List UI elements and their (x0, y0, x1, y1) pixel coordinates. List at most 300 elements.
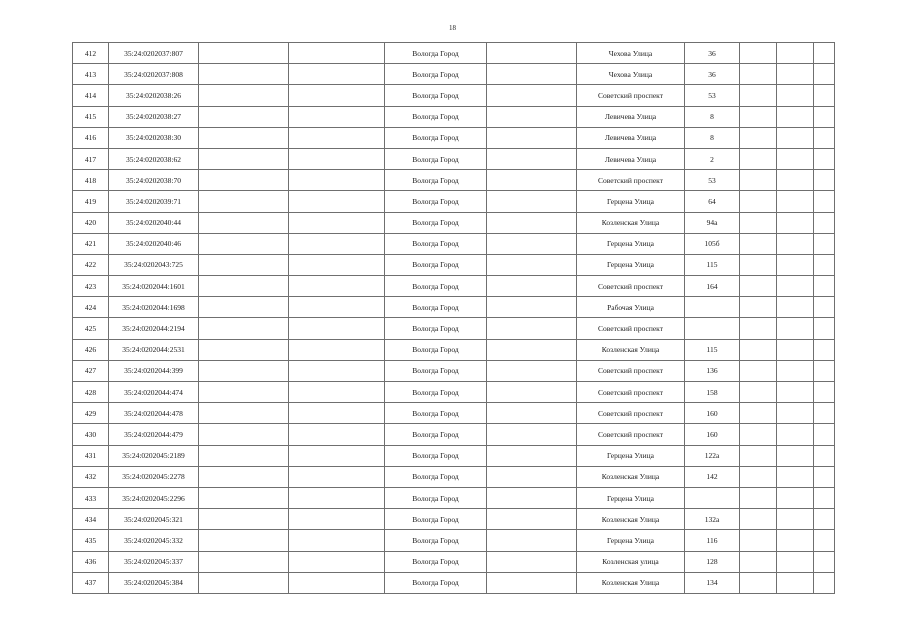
table-row (73, 509, 835, 530)
cadastral-number-cell: 35:24:0202044:2531 (109, 339, 199, 360)
cadastral-number-cell: 35:24:0202044:2194 (109, 318, 199, 339)
empty-cell (289, 297, 385, 318)
city-cell: Вологда Город (385, 318, 487, 339)
city-cell: Вологда Город (385, 551, 487, 572)
empty-cell (289, 403, 385, 424)
empty-cell (289, 191, 385, 212)
city-cell: Вологда Город (385, 339, 487, 360)
city-cell: Вологда Город (385, 212, 487, 233)
city-cell: Вологда Город (385, 572, 487, 593)
street-cell: Советский проспект (577, 170, 685, 191)
cadastral-number-cell: 35:24:0202037:807 (109, 43, 199, 64)
row-number-cell: 424 (73, 297, 109, 318)
table-row (73, 551, 835, 572)
table-row (73, 360, 835, 381)
empty-cell (740, 148, 777, 169)
empty-cell (740, 170, 777, 191)
house-number-cell: 136 (685, 360, 740, 381)
cadastral-number-cell: 35:24:0202038:26 (109, 85, 199, 106)
empty-cell (814, 466, 835, 487)
house-number-cell: 115 (685, 254, 740, 275)
table-row (73, 466, 835, 487)
empty-cell (199, 382, 289, 403)
street-cell: Советский проспект (577, 403, 685, 424)
cadastral-number-cell: 35:24:0202045:2278 (109, 466, 199, 487)
cadastral-number-cell: 35:24:0202045:2189 (109, 445, 199, 466)
row-number-cell: 428 (73, 382, 109, 403)
empty-cell (487, 276, 577, 297)
empty-cell (777, 382, 814, 403)
empty-cell (777, 127, 814, 148)
street-cell: Чехова Улица (577, 64, 685, 85)
city-cell: Вологда Город (385, 254, 487, 275)
street-cell: Левичева Улица (577, 106, 685, 127)
empty-cell (289, 572, 385, 593)
row-number-cell: 418 (73, 170, 109, 191)
empty-cell (199, 297, 289, 318)
empty-cell (199, 530, 289, 551)
row-number-cell: 414 (73, 85, 109, 106)
empty-cell (777, 530, 814, 551)
empty-cell (777, 64, 814, 85)
table-row (73, 487, 835, 508)
empty-cell (487, 487, 577, 508)
empty-cell (777, 191, 814, 212)
row-number-cell: 426 (73, 339, 109, 360)
row-number-cell: 415 (73, 106, 109, 127)
house-number-cell: 128 (685, 551, 740, 572)
empty-cell (199, 487, 289, 508)
empty-cell (487, 43, 577, 64)
city-cell: Вологда Город (385, 466, 487, 487)
empty-cell (814, 148, 835, 169)
house-number-cell: 164 (685, 276, 740, 297)
empty-cell (289, 254, 385, 275)
row-number-cell: 413 (73, 64, 109, 85)
empty-cell (814, 509, 835, 530)
empty-cell (740, 254, 777, 275)
table-row (73, 339, 835, 360)
empty-cell (289, 509, 385, 530)
empty-cell (199, 276, 289, 297)
empty-cell (289, 487, 385, 508)
empty-cell (289, 424, 385, 445)
empty-cell (289, 170, 385, 191)
empty-cell (487, 191, 577, 212)
empty-cell (814, 233, 835, 254)
empty-cell (289, 85, 385, 106)
cadastral-number-cell: 35:24:0202040:44 (109, 212, 199, 233)
table-row (73, 170, 835, 191)
empty-cell (740, 43, 777, 64)
empty-cell (777, 551, 814, 572)
row-number-cell: 419 (73, 191, 109, 212)
house-number-cell: 36 (685, 43, 740, 64)
empty-cell (199, 233, 289, 254)
empty-cell (777, 424, 814, 445)
house-number-cell: 8 (685, 106, 740, 127)
empty-cell (487, 233, 577, 254)
table-row (73, 85, 835, 106)
cadastral-number-cell: 35:24:0202044:1698 (109, 297, 199, 318)
empty-cell (487, 551, 577, 572)
cadastral-number-cell: 35:24:0202045:337 (109, 551, 199, 572)
empty-cell (740, 572, 777, 593)
house-number-cell: 116 (685, 530, 740, 551)
empty-cell (199, 106, 289, 127)
empty-cell (487, 424, 577, 445)
empty-cell (199, 212, 289, 233)
table-row (73, 318, 835, 339)
empty-cell (487, 64, 577, 85)
empty-cell (777, 403, 814, 424)
house-number-cell: 160 (685, 403, 740, 424)
empty-cell (814, 403, 835, 424)
table-row (73, 191, 835, 212)
row-number-cell: 422 (73, 254, 109, 275)
empty-cell (777, 572, 814, 593)
empty-cell (814, 43, 835, 64)
empty-cell (199, 466, 289, 487)
row-number-cell: 412 (73, 43, 109, 64)
empty-cell (740, 403, 777, 424)
cadastral-number-cell: 35:24:0202038:70 (109, 170, 199, 191)
cadastral-number-cell: 35:24:0202044:1601 (109, 276, 199, 297)
empty-cell (777, 276, 814, 297)
empty-cell (777, 43, 814, 64)
empty-cell (814, 382, 835, 403)
house-number-cell: 8 (685, 127, 740, 148)
empty-cell (814, 106, 835, 127)
city-cell: Вологда Город (385, 360, 487, 381)
empty-cell (740, 424, 777, 445)
city-cell: Вологда Город (385, 170, 487, 191)
street-cell: Герцена Улица (577, 233, 685, 254)
cadastral-number-cell: 35:24:0202045:321 (109, 509, 199, 530)
house-number-cell: 134 (685, 572, 740, 593)
table-row (73, 382, 835, 403)
row-number-cell: 420 (73, 212, 109, 233)
house-number-cell: 36 (685, 64, 740, 85)
street-cell: Козленская Улица (577, 572, 685, 593)
house-number-cell: 158 (685, 382, 740, 403)
city-cell: Вологда Город (385, 85, 487, 106)
table-row (73, 43, 835, 64)
empty-cell (289, 466, 385, 487)
row-number-cell: 433 (73, 487, 109, 508)
empty-cell (289, 127, 385, 148)
empty-cell (289, 148, 385, 169)
table-row (73, 297, 835, 318)
street-cell: Герцена Улица (577, 530, 685, 551)
empty-cell (740, 509, 777, 530)
table-row (73, 276, 835, 297)
city-cell: Вологда Город (385, 191, 487, 212)
empty-cell (199, 572, 289, 593)
street-cell: Козленская Улица (577, 466, 685, 487)
house-number-cell: 142 (685, 466, 740, 487)
cadastral-number-cell: 35:24:0202044:399 (109, 360, 199, 381)
empty-cell (777, 254, 814, 275)
empty-cell (199, 551, 289, 572)
empty-cell (487, 445, 577, 466)
empty-cell (199, 127, 289, 148)
empty-cell (740, 487, 777, 508)
cadastral-number-cell: 35:24:0202045:332 (109, 530, 199, 551)
empty-cell (814, 127, 835, 148)
empty-cell (740, 191, 777, 212)
empty-cell (289, 233, 385, 254)
row-number-cell: 421 (73, 233, 109, 254)
street-cell: Советский проспект (577, 360, 685, 381)
empty-cell (487, 106, 577, 127)
street-cell: Советский проспект (577, 382, 685, 403)
empty-cell (289, 106, 385, 127)
empty-cell (487, 572, 577, 593)
street-cell: Советский проспект (577, 424, 685, 445)
empty-cell (777, 339, 814, 360)
house-number-cell: 53 (685, 85, 740, 106)
row-number-cell: 425 (73, 318, 109, 339)
empty-cell (487, 85, 577, 106)
empty-cell (289, 360, 385, 381)
table-row (73, 445, 835, 466)
city-cell: Вологда Город (385, 148, 487, 169)
empty-cell (814, 551, 835, 572)
empty-cell (740, 106, 777, 127)
table-row (73, 254, 835, 275)
empty-cell (289, 318, 385, 339)
house-number-cell (685, 487, 740, 508)
city-cell: Вологда Город (385, 127, 487, 148)
cadastral-number-cell: 35:24:0202045:2296 (109, 487, 199, 508)
city-cell: Вологда Город (385, 509, 487, 530)
empty-cell (289, 64, 385, 85)
empty-cell (777, 487, 814, 508)
empty-cell (777, 170, 814, 191)
empty-cell (289, 276, 385, 297)
street-cell: Козленская улица (577, 551, 685, 572)
city-cell: Вологда Город (385, 445, 487, 466)
city-cell: Вологда Город (385, 106, 487, 127)
empty-cell (487, 339, 577, 360)
empty-cell (487, 148, 577, 169)
table-row (73, 530, 835, 551)
house-number-cell: 160 (685, 424, 740, 445)
empty-cell (777, 509, 814, 530)
empty-cell (487, 127, 577, 148)
house-number-cell: 53 (685, 170, 740, 191)
house-number-cell: 64 (685, 191, 740, 212)
empty-cell (487, 509, 577, 530)
street-cell: Герцена Улица (577, 254, 685, 275)
table-row (73, 127, 835, 148)
table-row (73, 403, 835, 424)
street-cell: Козленская Улица (577, 339, 685, 360)
city-cell: Вологда Город (385, 297, 487, 318)
empty-cell (487, 297, 577, 318)
empty-cell (289, 445, 385, 466)
empty-cell (289, 382, 385, 403)
cadastral-number-cell: 35:24:0202040:46 (109, 233, 199, 254)
empty-cell (289, 339, 385, 360)
street-cell: Рабочая Улица (577, 297, 685, 318)
row-number-cell: 416 (73, 127, 109, 148)
registry-table (72, 42, 835, 594)
empty-cell (740, 382, 777, 403)
empty-cell (814, 572, 835, 593)
row-number-cell: 432 (73, 466, 109, 487)
empty-cell (777, 297, 814, 318)
empty-cell (487, 170, 577, 191)
row-number-cell: 431 (73, 445, 109, 466)
house-number-cell (685, 297, 740, 318)
city-cell: Вологда Город (385, 424, 487, 445)
row-number-cell: 436 (73, 551, 109, 572)
city-cell: Вологда Город (385, 530, 487, 551)
empty-cell (199, 445, 289, 466)
cadastral-number-cell: 35:24:0202044:474 (109, 382, 199, 403)
empty-cell (814, 487, 835, 508)
empty-cell (487, 254, 577, 275)
empty-cell (289, 551, 385, 572)
house-number-cell: 115 (685, 339, 740, 360)
empty-cell (777, 318, 814, 339)
city-cell: Вологда Город (385, 276, 487, 297)
empty-cell (199, 170, 289, 191)
row-number-cell: 423 (73, 276, 109, 297)
empty-cell (199, 191, 289, 212)
empty-cell (740, 233, 777, 254)
city-cell: Вологда Город (385, 403, 487, 424)
empty-cell (740, 445, 777, 466)
house-number-cell: 94а (685, 212, 740, 233)
city-cell: Вологда Город (385, 43, 487, 64)
house-number-cell: 2 (685, 148, 740, 169)
empty-cell (740, 360, 777, 381)
empty-cell (777, 85, 814, 106)
empty-cell (289, 530, 385, 551)
empty-cell (487, 530, 577, 551)
cadastral-number-cell: 35:24:0202045:384 (109, 572, 199, 593)
cadastral-number-cell: 35:24:0202043:725 (109, 254, 199, 275)
empty-cell (740, 339, 777, 360)
empty-cell (777, 466, 814, 487)
empty-cell (777, 106, 814, 127)
empty-cell (199, 424, 289, 445)
street-cell: Левичева Улица (577, 148, 685, 169)
empty-cell (777, 233, 814, 254)
empty-cell (814, 212, 835, 233)
row-number-cell: 437 (73, 572, 109, 593)
empty-cell (199, 403, 289, 424)
house-number-cell (685, 318, 740, 339)
empty-cell (487, 360, 577, 381)
empty-cell (814, 276, 835, 297)
empty-cell (740, 466, 777, 487)
empty-cell (814, 85, 835, 106)
table-row (73, 212, 835, 233)
empty-cell (199, 64, 289, 85)
empty-cell (777, 212, 814, 233)
empty-cell (740, 551, 777, 572)
empty-cell (199, 318, 289, 339)
empty-cell (740, 212, 777, 233)
empty-cell (814, 424, 835, 445)
city-cell: Вологда Город (385, 64, 487, 85)
empty-cell (814, 318, 835, 339)
empty-cell (289, 212, 385, 233)
street-cell: Козленская Улица (577, 212, 685, 233)
street-cell: Советский проспект (577, 85, 685, 106)
row-number-cell: 427 (73, 360, 109, 381)
empty-cell (487, 318, 577, 339)
street-cell: Чехова Улица (577, 43, 685, 64)
cadastral-number-cell: 35:24:0202044:479 (109, 424, 199, 445)
empty-cell (814, 170, 835, 191)
empty-cell (814, 339, 835, 360)
cadastral-number-cell: 35:24:0202038:62 (109, 148, 199, 169)
street-cell: Советский проспект (577, 318, 685, 339)
empty-cell (814, 64, 835, 85)
empty-cell (487, 212, 577, 233)
city-cell: Вологда Город (385, 487, 487, 508)
empty-cell (199, 339, 289, 360)
empty-cell (740, 64, 777, 85)
house-number-cell: 132а (685, 509, 740, 530)
empty-cell (814, 445, 835, 466)
street-cell: Козленская Улица (577, 509, 685, 530)
row-number-cell: 430 (73, 424, 109, 445)
table-row (73, 106, 835, 127)
empty-cell (199, 360, 289, 381)
empty-cell (740, 85, 777, 106)
empty-cell (740, 297, 777, 318)
empty-cell (814, 254, 835, 275)
cadastral-number-cell: 35:24:0202044:478 (109, 403, 199, 424)
table-row (73, 148, 835, 169)
empty-cell (814, 191, 835, 212)
empty-cell (777, 360, 814, 381)
empty-cell (487, 403, 577, 424)
house-number-cell: 122а (685, 445, 740, 466)
cadastral-number-cell: 35:24:0202038:30 (109, 127, 199, 148)
row-number-cell: 417 (73, 148, 109, 169)
empty-cell (814, 297, 835, 318)
city-cell: Вологда Город (385, 233, 487, 254)
street-cell: Герцена Улица (577, 445, 685, 466)
empty-cell (740, 127, 777, 148)
table-row (73, 424, 835, 445)
empty-cell (814, 530, 835, 551)
cadastral-number-cell: 35:24:0202037:808 (109, 64, 199, 85)
street-cell: Советский проспект (577, 276, 685, 297)
empty-cell (199, 148, 289, 169)
empty-cell (199, 254, 289, 275)
empty-cell (199, 85, 289, 106)
table-row (73, 64, 835, 85)
empty-cell (814, 360, 835, 381)
page-number: 18 (449, 24, 456, 32)
cadastral-number-cell: 35:24:0202038:27 (109, 106, 199, 127)
row-number-cell: 435 (73, 530, 109, 551)
empty-cell (289, 43, 385, 64)
house-number-cell: 105б (685, 233, 740, 254)
cadastral-number-cell: 35:24:0202039:71 (109, 191, 199, 212)
row-number-cell: 434 (73, 509, 109, 530)
empty-cell (740, 530, 777, 551)
empty-cell (777, 148, 814, 169)
